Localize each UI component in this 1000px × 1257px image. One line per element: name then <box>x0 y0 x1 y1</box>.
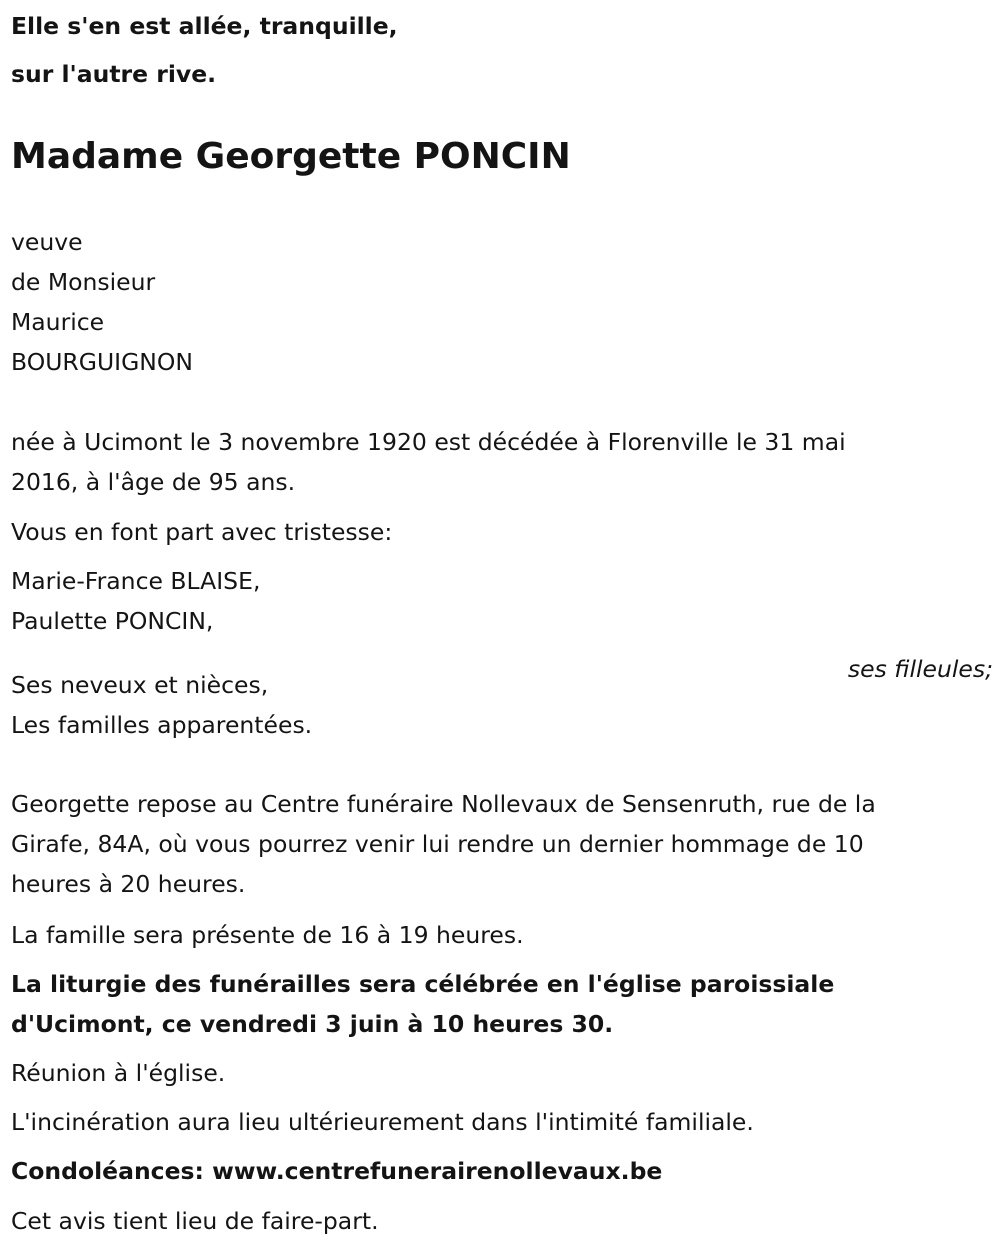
goddaughter-1: Marie-France BLAISE, <box>11 567 261 595</box>
liturgy-line-2: d'Ucimont, ce vendredi 3 juin à 10 heures 30. <box>11 1010 614 1038</box>
notice-text: Cet avis tient lieu de faire-part. <box>11 1207 379 1235</box>
liturgy-line-1: La liturgie des funérailles sera célébrée en l'église paroissiale <box>11 970 835 998</box>
family-presence: La famille sera présente de 16 à 19 heures. <box>11 921 524 949</box>
goddaughter-2: Paulette PONCIN, <box>11 607 214 635</box>
birth-death-line-2: 2016, à l'âge de 95 ans. <box>11 468 296 496</box>
widow-line-4: BOURGUIGNON <box>11 348 193 376</box>
relatives-line-2: Les familles apparentées. <box>11 711 313 739</box>
widow-line-2: de Monsieur <box>11 268 156 296</box>
cremation-text: L'incinération aura lieu ultérieurement dans l'intimité familiale. <box>11 1108 754 1136</box>
goddaughters-role: ses filleules; <box>847 654 993 683</box>
repose-line-3: heures à 20 heures. <box>11 870 246 898</box>
repose-line-1: Georgette repose au Centre funéraire Nollevaux de Sensenruth, rue de la <box>11 790 876 818</box>
meeting-text: Réunion à l'église. <box>11 1059 226 1087</box>
widow-line-1: veuve <box>11 228 83 256</box>
condolences-text: Condoléances: www.centrefunerairenollevaux.be <box>11 1157 663 1185</box>
page-title: Madame Georgette PONCIN <box>11 136 571 177</box>
epigraph-line-1: Elle s'en est allée, tranquille, <box>11 12 398 40</box>
announce-text: Vous en font part avec tristesse: <box>11 518 393 546</box>
birth-death-line-1: née à Ucimont le 3 novembre 1920 est décédée à Florenville le 31 mai <box>11 428 846 456</box>
relatives-line-1: Ses neveux et nièces, <box>11 671 269 699</box>
widow-line-3: Maurice <box>11 308 105 336</box>
repose-line-2: Girafe, 84A, où vous pourrez venir lui rendre un dernier hommage de 10 <box>11 830 864 858</box>
epigraph-line-2: sur l'autre rive. <box>11 60 217 88</box>
